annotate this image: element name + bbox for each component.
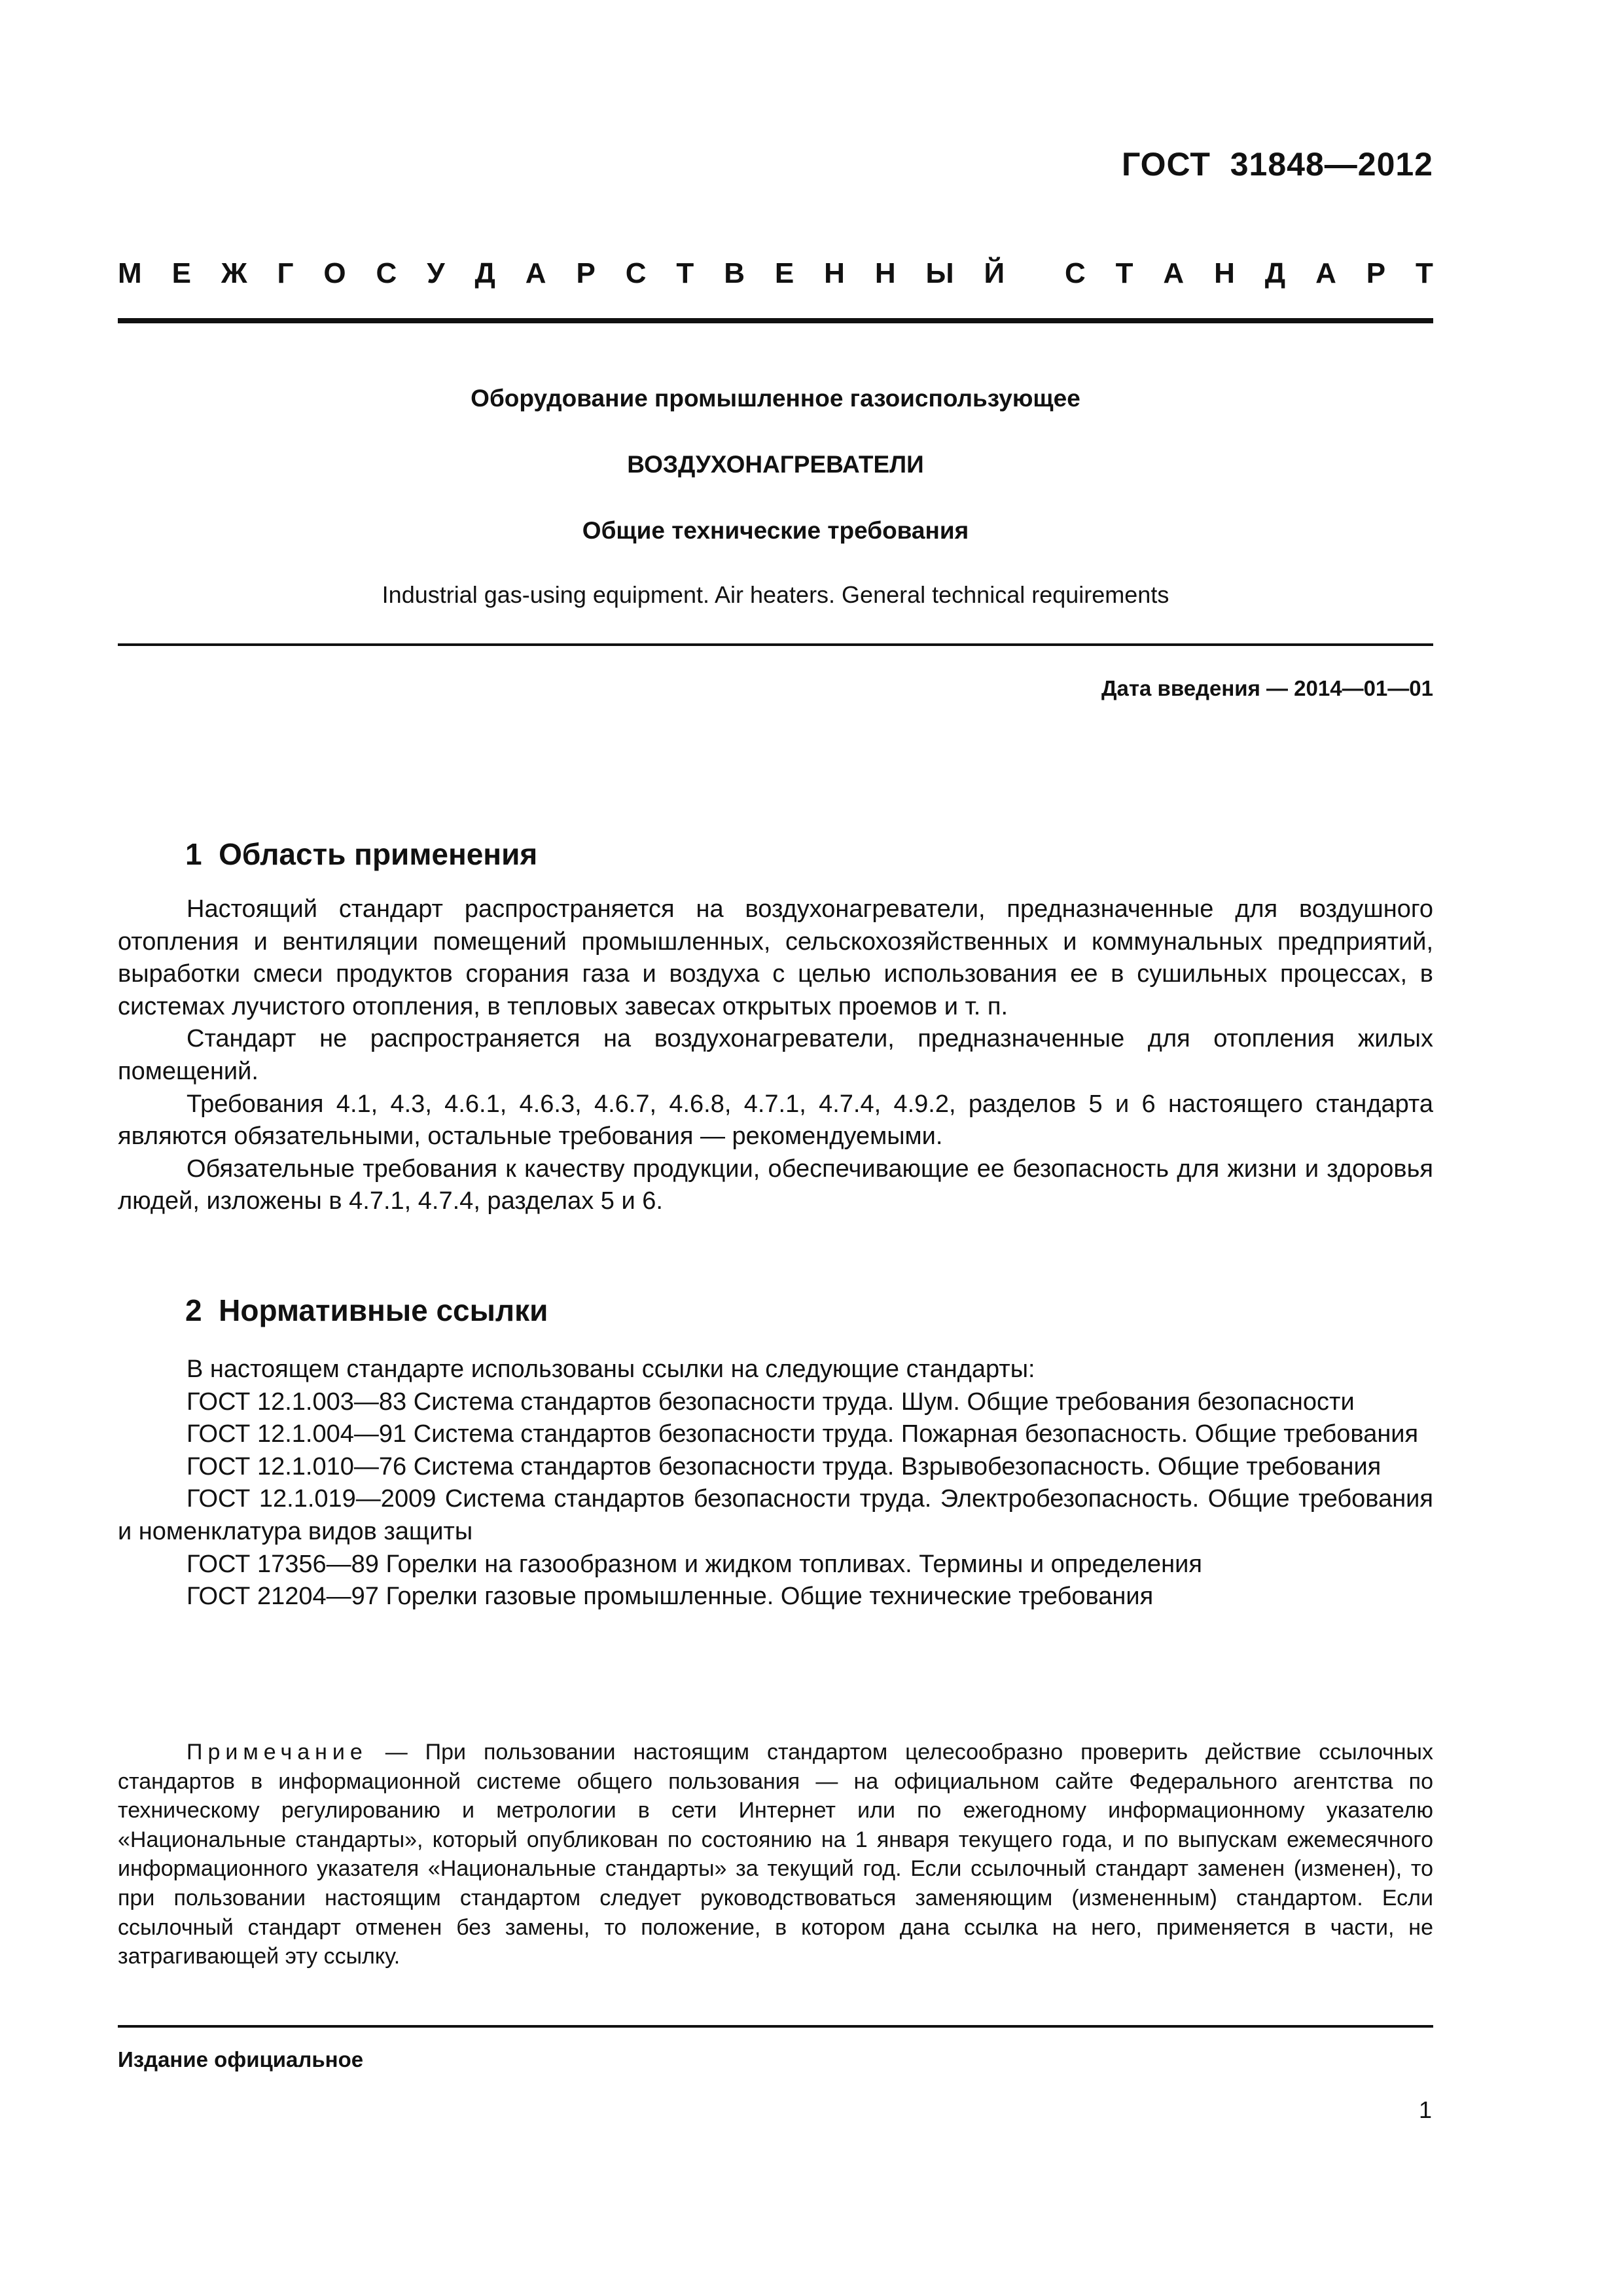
section-1-paragraph: Обязательные требования к качеству продукции, обеспечивающие ее безопасность для жизни и здоровья людей, изложены в 4.7.1, 4.7.4, разделах 5 и 6. <box>118 1155 1433 1215</box>
header-divider <box>118 318 1433 323</box>
banner-letter: Ы <box>925 257 954 289</box>
banner-letter: С <box>625 257 647 289</box>
section-1-heading: 1 Область применения <box>185 837 538 871</box>
note-label: Примечание <box>187 1740 368 1765</box>
banner-letter: Т <box>676 257 694 289</box>
official-edition-label: Издание официальное <box>118 2047 364 2072</box>
banner-letter: Е <box>774 257 794 289</box>
reference-item: ГОСТ 21204—97 Горелки газовые промышленные. Общие технические требования <box>187 1583 1154 1611</box>
page-number: 1 <box>1418 2096 1432 2123</box>
banner-letter: Р <box>576 257 596 289</box>
reference-item: ГОСТ 12.1.019—2009 Система стандартов безопасности труда. Электробезопасность. Общие требования и номенклатура видов защиты <box>118 1485 1433 1545</box>
document-title-english: Industrial gas-using equipment. Air heaters. General technical requirements <box>382 581 1169 608</box>
banner-letter: Е <box>171 257 191 289</box>
banner-letter: Й <box>984 257 1005 289</box>
banner-letter: О <box>323 257 346 289</box>
section-1-paragraph: Стандарт не распространяется на воздухонагреватели, предназначенные для отопления жилых помещений. <box>118 1025 1433 1085</box>
reference-note <box>118 1738 1433 1971</box>
document-title-category: Оборудование промышленное газоиспользующее <box>471 385 1080 412</box>
banner-letter: А <box>1163 257 1185 289</box>
banner-letter: Т <box>1416 257 1433 289</box>
reference-item: ГОСТ 12.1.010—76 Система стандартов безопасности труда. Взрывобезопасность. Общие требования <box>187 1452 1382 1480</box>
banner-letter: Н <box>824 257 845 289</box>
banner-letter: У <box>427 257 445 289</box>
section-2-intro: В настоящем стандарте использованы ссылки на следующие стандарты: <box>187 1355 1035 1383</box>
banner-letter: Т <box>1115 257 1133 289</box>
interstate-standard-banner <box>118 257 1433 290</box>
banner-letter: Р <box>1366 257 1386 289</box>
reference-item: ГОСТ 17356—89 Горелки на газообразном и жидком топливах. Термины и определения <box>187 1550 1202 1578</box>
section-2-body <box>118 1354 1433 1613</box>
banner-letter: Д <box>1264 257 1286 289</box>
section-2-heading: 2 Нормативные ссылки <box>185 1293 548 1327</box>
banner-letter: М <box>118 257 142 289</box>
banner-letter: А <box>525 257 546 289</box>
note-body: — При пользовании настоящим стандартом целесообразно проверить действие ссылочных стандартов в информационной системе общего пользования — на официальном сайте Федерального агентства по техническому регулированию и метрологии в сети Интернет или по ежегодному информационному указателю «Национальные стандарты», который опубликован по состоянию на 1 января текущего года, и по выпускам ежемесячного информационного указателя «Национальные стандарты» за текущий год. Если ссылочный стандарт заменен (изменен), то при пользовании настоящим стандартом следует руководствоваться заменяющим (измененным) стандартом. Если ссылочный стандарт отменен без замены, то положение, в котором дана ссылка на него, применяется в части, не затрагивающей эту ссылку. <box>118 1740 1433 1969</box>
document-title-main: ВОЗДУХОНАГРЕВАТЕЛИ <box>627 451 924 478</box>
banner-letter: С <box>376 257 397 289</box>
banner-letter: С <box>1064 257 1086 289</box>
banner-letter: Д <box>474 257 495 289</box>
introduction-date: Дата введения — 2014—01—01 <box>1101 676 1433 700</box>
title-divider <box>118 643 1433 646</box>
document-title-subtitle: Общие технические требования <box>582 517 969 544</box>
section-1-paragraph: Требования 4.1, 4.3, 4.6.1, 4.6.3, 4.6.7, 4.6.8, 4.7.1, 4.7.4, 4.9.2, разделов 5 и 6 настоящего стандарта являются обязательными, остальные требования — рекомендуемыми. <box>118 1090 1433 1151</box>
reference-item: ГОСТ 12.1.003—83 Система стандартов безопасности труда. Шум. Общие требования безопасности <box>187 1388 1355 1416</box>
section-1-paragraph: Настоящий стандарт распространяется на воздухонагреватели, предназначенные для воздушного отопления и вентиляции помещений промышленных, сельскохозяйственных и коммунальных предприятий, выработки смеси продуктов сгорания газа и воздуха с целью использования ее в сушильных процессах, в системах лучистого отопления, в тепловых завесах открытых проемов и т. п. <box>118 895 1433 1020</box>
banner-letter: А <box>1315 257 1336 289</box>
banner-letter: Н <box>874 257 896 289</box>
banner-letter: В <box>724 257 745 289</box>
footer-divider <box>118 2025 1433 2028</box>
banner-letter: Г <box>277 257 294 289</box>
banner-letter: Н <box>1214 257 1235 289</box>
standard-number: ГОСТ 31848—2012 <box>1121 146 1433 183</box>
banner-letter: Ж <box>221 257 247 289</box>
reference-item: ГОСТ 12.1.004—91 Система стандартов безопасности труда. Пожарная безопасность. Общие требования <box>187 1420 1419 1448</box>
section-1-body <box>118 893 1433 1218</box>
